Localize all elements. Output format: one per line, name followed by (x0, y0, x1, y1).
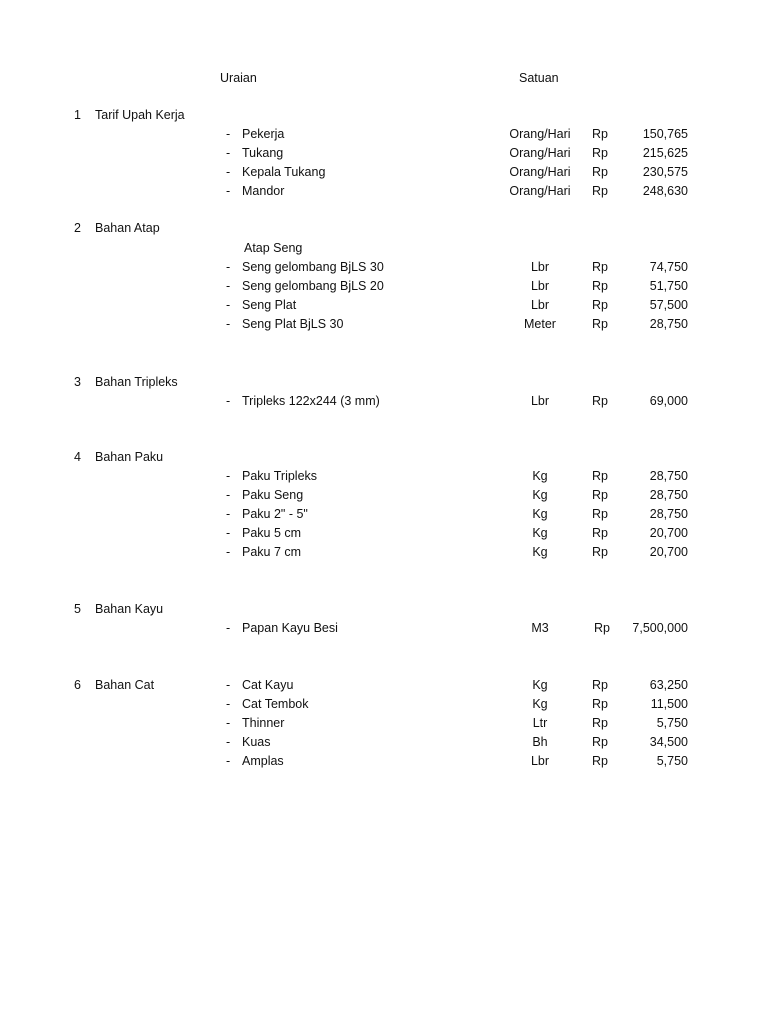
column-header-uraian: Uraian (220, 71, 257, 85)
item-unit: Kg (532, 488, 548, 502)
item-price: 69,000 (649, 394, 688, 408)
item-price: 34,500 (649, 735, 688, 749)
item-name: Paku 5 cm (242, 526, 302, 540)
item-currency: Rp (592, 184, 608, 198)
item-currency: Rp (592, 754, 608, 768)
bullet-dash: - (226, 165, 231, 179)
table-row (0, 125, 768, 144)
bullet-dash: - (226, 146, 231, 160)
table-row (0, 524, 768, 543)
item-price: 11,500 (650, 697, 688, 711)
item-price: 230,575 (642, 165, 688, 179)
bullet-dash: - (226, 279, 231, 293)
section-number: 2 (74, 221, 81, 235)
item-unit: Lbr (530, 754, 550, 768)
table-row (0, 695, 768, 714)
item-currency: Rp (592, 678, 608, 692)
item-unit: Orang/Hari (509, 146, 571, 160)
bullet-dash: - (226, 260, 231, 274)
item-currency: Rp (592, 735, 608, 749)
item-unit: Kg (532, 526, 548, 540)
item-price: 63,250 (649, 678, 688, 692)
bullet-dash: - (226, 735, 231, 749)
item-currency: Rp (592, 127, 608, 141)
table-row (0, 467, 768, 486)
item-price: 28,750 (649, 469, 688, 483)
table-row (0, 733, 768, 752)
bullet-dash: - (226, 678, 231, 692)
table-row (0, 315, 768, 334)
section-header (0, 448, 768, 467)
bullet-dash: - (226, 754, 231, 768)
section-number: 4 (74, 450, 81, 464)
item-currency: Rp (592, 298, 608, 312)
item-name: Thinner (242, 716, 285, 730)
table-row (0, 752, 768, 771)
item-name: Tukang (242, 146, 284, 160)
table-row (0, 676, 768, 695)
table-row (0, 714, 768, 733)
item-name: Paku 7 cm (242, 545, 302, 559)
section-subtitle-row (0, 239, 768, 258)
item-name: Seng Plat BjLS 30 (242, 317, 344, 331)
bullet-dash: - (226, 469, 231, 483)
item-price: 57,500 (649, 298, 688, 312)
section-number: 3 (74, 375, 81, 389)
item-currency: Rp (594, 621, 610, 635)
item-unit: M3 (531, 621, 549, 635)
item-name: Papan Kayu Besi (242, 621, 338, 635)
section-title: Bahan Kayu (95, 602, 164, 616)
item-unit: Kg (532, 678, 548, 692)
item-name: Kepala Tukang (242, 165, 326, 179)
item-currency: Rp (592, 469, 608, 483)
item-price: 20,700 (649, 526, 688, 540)
bullet-dash: - (226, 621, 231, 635)
item-currency: Rp (592, 716, 608, 730)
item-name: Tripleks 122x244 (3 mm) (242, 394, 380, 408)
item-unit: Kg (532, 507, 548, 521)
item-price: 7,500,000 (632, 621, 688, 635)
section-header (0, 373, 768, 392)
item-price: 248,630 (642, 184, 688, 198)
table-row (0, 258, 768, 277)
item-currency: Rp (592, 488, 608, 502)
item-unit: Bh (532, 735, 548, 749)
section-number: 1 (74, 108, 81, 122)
section-title: Bahan Cat (95, 678, 155, 692)
item-currency: Rp (592, 317, 608, 331)
item-currency: Rp (592, 507, 608, 521)
item-name: Mandor (242, 184, 285, 198)
item-price: 5,750 (656, 716, 688, 730)
item-currency: Rp (592, 394, 608, 408)
item-name: Cat Kayu (242, 678, 294, 692)
item-price: 28,750 (649, 507, 688, 521)
item-unit: Kg (532, 697, 548, 711)
bullet-dash: - (226, 317, 231, 331)
bullet-dash: - (226, 526, 231, 540)
item-unit: Kg (532, 469, 548, 483)
item-name: Seng gelombang BjLS 30 (242, 260, 384, 274)
item-currency: Rp (592, 545, 608, 559)
item-unit: Orang/Hari (509, 127, 571, 141)
section-header (0, 106, 768, 125)
item-currency: Rp (592, 697, 608, 711)
section-header (0, 600, 768, 619)
item-currency: Rp (592, 279, 608, 293)
item-price: 28,750 (649, 488, 688, 502)
item-unit: Lbr (530, 394, 550, 408)
bullet-dash: - (226, 394, 231, 408)
item-price: 28,750 (649, 317, 688, 331)
bullet-dash: - (226, 298, 231, 312)
table-row (0, 486, 768, 505)
item-name: Seng Plat (242, 298, 297, 312)
table-row (0, 144, 768, 163)
bullet-dash: - (226, 184, 231, 198)
item-currency: Rp (592, 146, 608, 160)
table-row (0, 277, 768, 296)
table-row (0, 505, 768, 524)
bullet-dash: - (226, 507, 231, 521)
table-row (0, 296, 768, 315)
item-currency: Rp (592, 260, 608, 274)
section-title: Bahan Paku (95, 450, 164, 464)
section-header (0, 219, 768, 238)
item-name: Cat Tembok (242, 697, 309, 711)
item-unit: Lbr (530, 298, 550, 312)
table-row (0, 543, 768, 562)
item-unit: Kg (532, 545, 548, 559)
item-name: Paku Tripleks (242, 469, 318, 483)
item-currency: Rp (592, 526, 608, 540)
section-title: Bahan Tripleks (95, 375, 178, 389)
table-row (0, 392, 768, 411)
column-header-satuan: Satuan (519, 71, 559, 85)
item-unit: Lbr (530, 279, 550, 293)
bullet-dash: - (226, 697, 231, 711)
item-price: 20,700 (649, 545, 688, 559)
table-row (0, 619, 768, 638)
item-unit: Orang/Hari (509, 165, 571, 179)
item-name: Seng gelombang BjLS 20 (242, 279, 384, 293)
item-unit: Ltr (532, 716, 548, 730)
item-name: Pekerja (242, 127, 285, 141)
item-price: 74,750 (649, 260, 688, 274)
bullet-dash: - (226, 127, 231, 141)
item-name: Paku Seng (242, 488, 304, 502)
item-unit: Orang/Hari (509, 184, 571, 198)
item-currency: Rp (592, 165, 608, 179)
item-name: Paku 2" - 5" (242, 507, 308, 521)
bullet-dash: - (226, 488, 231, 502)
table-row (0, 182, 768, 201)
bullet-dash: - (226, 545, 231, 559)
item-price: 5,750 (656, 754, 688, 768)
item-price: 51,750 (649, 279, 688, 293)
item-name: Kuas (242, 735, 271, 749)
item-price: 215,625 (642, 146, 688, 160)
item-name: Amplas (242, 754, 284, 768)
table-row (0, 163, 768, 182)
section-number: 6 (74, 678, 81, 692)
section-title: Tarif Upah Kerja (95, 108, 185, 122)
item-price: 150,765 (642, 127, 688, 141)
section-title: Bahan Atap (95, 221, 160, 235)
item-unit: Lbr (530, 260, 550, 274)
item-unit: Meter (524, 317, 556, 331)
bullet-dash: - (226, 716, 231, 730)
section-number: 5 (74, 602, 81, 616)
section-subtitle: Atap Seng (244, 241, 303, 255)
